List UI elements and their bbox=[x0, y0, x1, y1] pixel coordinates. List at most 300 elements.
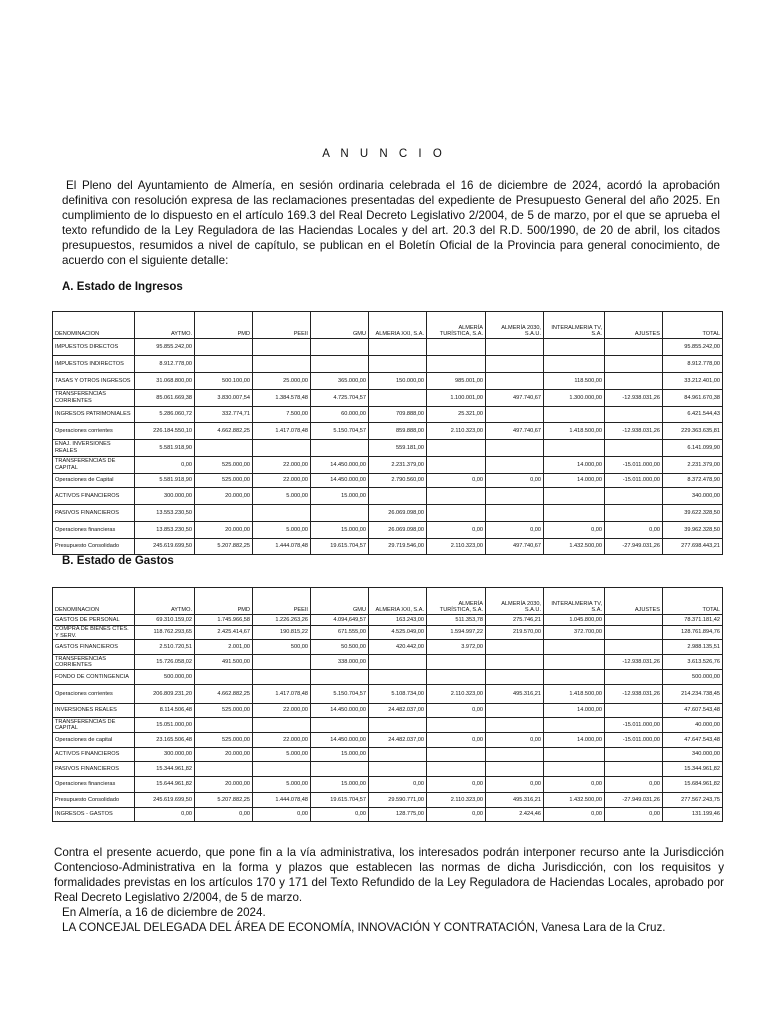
table-cell bbox=[253, 356, 311, 373]
table-cell: 19.615.704,57 bbox=[311, 539, 369, 555]
table-cell bbox=[253, 655, 311, 670]
table-cell bbox=[605, 440, 663, 457]
table-cell bbox=[605, 339, 663, 356]
ingresos-table bbox=[52, 311, 723, 555]
table-cell: 3.972,00 bbox=[427, 640, 486, 655]
table-cell: 1.444.078,48 bbox=[253, 793, 311, 808]
table-cell: 525.000,00 bbox=[195, 733, 253, 748]
column-header: PMD bbox=[195, 588, 253, 615]
column-header: AJUSTES bbox=[605, 588, 663, 615]
place-date: En Almería, a 16 de diciembre de 2024. bbox=[62, 906, 266, 919]
table-cell bbox=[427, 505, 486, 522]
table-cell: 85.061.669,38 bbox=[135, 390, 195, 407]
table-cell bbox=[544, 748, 605, 762]
table-cell: 2.001,00 bbox=[195, 640, 253, 655]
ingresos-body bbox=[53, 339, 723, 555]
table-cell: 5.581.918,90 bbox=[135, 440, 195, 457]
table-cell bbox=[486, 670, 544, 685]
table-cell bbox=[195, 505, 253, 522]
column-header: GMU bbox=[311, 312, 369, 339]
table-cell: 29.719.546,00 bbox=[369, 539, 427, 555]
table-cell bbox=[427, 356, 486, 373]
table-cell: 25.321,00 bbox=[427, 407, 486, 423]
column-header: ALMERÍA 2030, S.A.U. bbox=[486, 588, 544, 615]
table-cell: 14.000,00 bbox=[544, 457, 605, 474]
table-row bbox=[53, 793, 723, 808]
table-cell: 0,00 bbox=[486, 777, 544, 793]
row-label: Presupuesto Consolidado bbox=[53, 793, 135, 808]
row-label: INGRESOS - GASTOS bbox=[53, 808, 135, 822]
table-cell bbox=[427, 440, 486, 457]
row-label: TRANSFERENCIAS CORRIENTES bbox=[53, 655, 135, 670]
gastos-header-row bbox=[53, 588, 723, 615]
table-cell bbox=[605, 373, 663, 390]
table-cell: 245.619.699,50 bbox=[135, 539, 195, 555]
table-cell: 985.001,00 bbox=[427, 373, 486, 390]
column-header: INTERALMERIA TV, S.A. bbox=[544, 312, 605, 339]
table-cell: 0,00 bbox=[427, 522, 486, 539]
table-cell: 78.371.181,42 bbox=[663, 615, 723, 626]
table-cell bbox=[195, 440, 253, 457]
table-cell: 26.069.098,00 bbox=[369, 522, 427, 539]
table-cell bbox=[195, 718, 253, 733]
table-cell: 206.809.231,20 bbox=[135, 685, 195, 704]
table-cell: 118.762.293,65 bbox=[135, 626, 195, 640]
table-cell: 6.421.544,43 bbox=[663, 407, 723, 423]
table-cell bbox=[311, 718, 369, 733]
column-header: PEEII bbox=[253, 588, 311, 615]
table-cell bbox=[544, 640, 605, 655]
table-cell: 1.444.078,48 bbox=[253, 539, 311, 555]
table-cell bbox=[486, 457, 544, 474]
table-cell: 1.300.000,00 bbox=[544, 390, 605, 407]
table-cell: 5.000,00 bbox=[253, 522, 311, 539]
table-cell: 22.000,00 bbox=[253, 457, 311, 474]
table-cell bbox=[253, 339, 311, 356]
table-cell bbox=[486, 339, 544, 356]
table-cell: 219.570,00 bbox=[486, 626, 544, 640]
announcement-title: A N U N C I O bbox=[322, 148, 446, 160]
table-row bbox=[53, 407, 723, 423]
table-cell: 5.108.734,00 bbox=[369, 685, 427, 704]
table-cell bbox=[486, 762, 544, 777]
table-row bbox=[53, 356, 723, 373]
table-cell: 1.100.001,00 bbox=[427, 390, 486, 407]
table-cell: 8.912.778,00 bbox=[663, 356, 723, 373]
column-header: ALMERÍA TURÍSTICA, S.A. bbox=[427, 588, 486, 615]
table-cell bbox=[253, 670, 311, 685]
row-label: PASIVOS FINANCIEROS bbox=[53, 762, 135, 777]
row-label: IMPUESTOS INDIRECTOS bbox=[53, 356, 135, 373]
table-cell bbox=[486, 488, 544, 505]
table-cell: 332.774,71 bbox=[195, 407, 253, 423]
table-cell: 0,00 bbox=[195, 808, 253, 822]
signature-line: LA CONCEJAL DELEGADA DEL ÁREA DE ECONOMÍA, INNOVACIÓN Y CONTRATACIÓN, Vanesa Lara de la Cruz. bbox=[62, 921, 666, 934]
table-cell: 118.500,00 bbox=[544, 373, 605, 390]
table-cell bbox=[605, 704, 663, 718]
column-header: AYTMO. bbox=[135, 312, 195, 339]
table-cell: 372.700,00 bbox=[544, 626, 605, 640]
table-cell bbox=[605, 356, 663, 373]
table-cell: 0,00 bbox=[311, 808, 369, 822]
row-label: ACTIVOS FINANCIEROS bbox=[53, 488, 135, 505]
column-header: ALMERIA XXI, S.A. bbox=[369, 312, 427, 339]
row-label: INVERSIONES REALES bbox=[53, 704, 135, 718]
table-cell bbox=[486, 373, 544, 390]
table-cell: 15.726.058,02 bbox=[135, 655, 195, 670]
table-row bbox=[53, 339, 723, 356]
row-label: Operaciones financieras bbox=[53, 777, 135, 793]
table-cell: 14.450.000,00 bbox=[311, 457, 369, 474]
row-label: Presupuesto Consolidado bbox=[53, 539, 135, 555]
table-cell: 300.000,00 bbox=[135, 488, 195, 505]
table-cell: 14.450.000,00 bbox=[311, 474, 369, 488]
table-cell: 15.000,00 bbox=[311, 748, 369, 762]
table-cell: 15.051.000,00 bbox=[135, 718, 195, 733]
table-row bbox=[53, 808, 723, 822]
table-row bbox=[53, 655, 723, 670]
table-cell: 277.567.243,75 bbox=[663, 793, 723, 808]
table-cell: 420.442,00 bbox=[369, 640, 427, 655]
table-cell bbox=[486, 748, 544, 762]
table-cell: 0,00 bbox=[135, 808, 195, 822]
row-label: Operaciones corrientes bbox=[53, 685, 135, 704]
table-cell: 1.418.500,00 bbox=[544, 685, 605, 704]
table-cell: 5.000,00 bbox=[253, 748, 311, 762]
table-cell: 1.417.078,48 bbox=[253, 685, 311, 704]
column-header: GMU bbox=[311, 588, 369, 615]
table-cell: 500.000,00 bbox=[135, 670, 195, 685]
row-label: PASIVOS FINANCIEROS bbox=[53, 505, 135, 522]
table-row bbox=[53, 457, 723, 474]
table-cell: 23.165.506,48 bbox=[135, 733, 195, 748]
table-cell: 39.962.328,50 bbox=[663, 522, 723, 539]
row-label: ENAJ. INVERSIONES REALES bbox=[53, 440, 135, 457]
table-cell bbox=[486, 655, 544, 670]
table-cell: 15.684.961,82 bbox=[663, 777, 723, 793]
closing-paragraph: Contra el presente acuerdo, que pone fin a la vía administrativa, los interesados podrán interponer recurso ante la Jurisdicción Contencioso-Administrativa en la forma y plazos que establecen las normas de dicha Jurisdicción, con los requisitos y formalidades previstas en los artículos 170 y 171 del Texto Refundido de la Ley Reguladora de Haciendas Locales, aprobado por Real Decreto Legislativo 2/2004, de 5 de marzo. bbox=[54, 846, 724, 904]
table-cell bbox=[369, 356, 427, 373]
table-cell bbox=[311, 440, 369, 457]
table-cell: 15.644.961,82 bbox=[135, 777, 195, 793]
table-row bbox=[53, 762, 723, 777]
table-cell bbox=[253, 762, 311, 777]
table-cell: -12.938.031,26 bbox=[605, 685, 663, 704]
table-cell: 0,00 bbox=[605, 522, 663, 539]
table-cell: 69.310.159,02 bbox=[135, 615, 195, 626]
table-row bbox=[53, 777, 723, 793]
table-cell: 22.000,00 bbox=[253, 733, 311, 748]
table-cell: 495.316,21 bbox=[486, 685, 544, 704]
row-label: GASTOS FINANCIEROS bbox=[53, 640, 135, 655]
table-cell bbox=[253, 505, 311, 522]
table-cell: 47.647.543,48 bbox=[663, 733, 723, 748]
table-cell: 7.500,00 bbox=[253, 407, 311, 423]
table-cell: 14.450.000,00 bbox=[311, 704, 369, 718]
table-cell bbox=[605, 748, 663, 762]
table-cell: 0,00 bbox=[544, 808, 605, 822]
table-row bbox=[53, 670, 723, 685]
row-label: TRANSFERENCIAS DE CAPITAL bbox=[53, 718, 135, 733]
intro-paragraph: El Pleno del Ayuntamiento de Almería, en sesión ordinaria celebrada el 16 de diciembre de 2024, acordó la aprobación definitiva con resolución expresa de las reclamaciones presentadas del expediente de Presupuesto General del año 2025. En cumplimiento de lo dispuesto en el artículo 169.3 del Real Decreto Legislativo 2/2004, de 5 de marzo, por el que se aprueba el texto refundido de la Ley Reguladora de las Haciendas Locales y del art. 20.3 del R.D. 500/1990, de 20 de abril, los citados presupuestos, resumidos a nivel de capítulo, se publican en el Boletín Oficial de la Provincia para general conocimiento, de acuerdo con el siguiente detalle: bbox=[62, 179, 720, 267]
table-cell: 128.761.894,76 bbox=[663, 626, 723, 640]
table-cell: -27.949.031,26 bbox=[605, 793, 663, 808]
table-cell: 1.418.500,00 bbox=[544, 423, 605, 440]
table-cell bbox=[544, 655, 605, 670]
table-cell: 497.740,67 bbox=[486, 539, 544, 555]
table-cell bbox=[605, 615, 663, 626]
table-cell: 709.888,00 bbox=[369, 407, 427, 423]
table-cell: -15.011.000,00 bbox=[605, 457, 663, 474]
table-cell: 0,00 bbox=[544, 777, 605, 793]
table-cell: 6.141.099,90 bbox=[663, 440, 723, 457]
table-cell: 1.226.263,26 bbox=[253, 615, 311, 626]
gastos-body bbox=[53, 615, 723, 822]
table-row bbox=[53, 488, 723, 505]
column-header: PEEII bbox=[253, 312, 311, 339]
table-cell: 491.500,00 bbox=[195, 655, 253, 670]
table-cell: 275.746,21 bbox=[486, 615, 544, 626]
table-cell: 5.150.704,57 bbox=[311, 423, 369, 440]
table-cell: 14.000,00 bbox=[544, 733, 605, 748]
table-cell: 24.482.037,00 bbox=[369, 733, 427, 748]
row-label: INGRESOS PATRIMONIALES bbox=[53, 407, 135, 423]
table-cell bbox=[544, 670, 605, 685]
table-cell: 525.000,00 bbox=[195, 474, 253, 488]
table-cell: 3.613.526,76 bbox=[663, 655, 723, 670]
table-cell bbox=[486, 704, 544, 718]
table-cell bbox=[605, 488, 663, 505]
table-cell: 15.344.961,82 bbox=[663, 762, 723, 777]
table-cell: 190.815,22 bbox=[253, 626, 311, 640]
table-cell: 14.000,00 bbox=[544, 704, 605, 718]
row-label: TRANSFERENCIAS DE CAPITAL bbox=[53, 457, 135, 474]
row-label: Operaciones de capital bbox=[53, 733, 135, 748]
table-cell: 8.114.506,48 bbox=[135, 704, 195, 718]
table-cell bbox=[486, 407, 544, 423]
table-cell: 2.110.323,00 bbox=[427, 793, 486, 808]
table-cell bbox=[605, 626, 663, 640]
table-cell: 1.432.500,00 bbox=[544, 539, 605, 555]
table-cell: 671.555,00 bbox=[311, 626, 369, 640]
table-row bbox=[53, 390, 723, 407]
table-cell: 0,00 bbox=[427, 808, 486, 822]
table-cell bbox=[369, 718, 427, 733]
table-cell: 5.207.882,25 bbox=[195, 793, 253, 808]
table-cell: 2.790.560,00 bbox=[369, 474, 427, 488]
table-cell: 15.344.961,82 bbox=[135, 762, 195, 777]
table-cell: 20.000,00 bbox=[195, 748, 253, 762]
table-cell bbox=[427, 488, 486, 505]
table-cell: 497.740,67 bbox=[486, 423, 544, 440]
table-cell: 365.000,00 bbox=[311, 373, 369, 390]
table-cell bbox=[544, 762, 605, 777]
table-cell: 29.590.771,00 bbox=[369, 793, 427, 808]
table-cell: 0,00 bbox=[486, 474, 544, 488]
table-cell bbox=[195, 339, 253, 356]
table-cell: -12.938.031,26 bbox=[605, 655, 663, 670]
row-label: Operaciones de Capital bbox=[53, 474, 135, 488]
table-cell bbox=[427, 718, 486, 733]
table-cell: 245.619.699,50 bbox=[135, 793, 195, 808]
column-header: ALMERÍA 2030, S.A.U. bbox=[486, 312, 544, 339]
table-cell bbox=[369, 390, 427, 407]
table-cell bbox=[369, 339, 427, 356]
table-cell bbox=[195, 670, 253, 685]
table-cell bbox=[195, 762, 253, 777]
table-cell bbox=[311, 762, 369, 777]
table-cell bbox=[605, 505, 663, 522]
table-cell: -12.938.031,26 bbox=[605, 390, 663, 407]
table-cell: 14.000,00 bbox=[544, 474, 605, 488]
row-label: GASTOS DE PERSONAL bbox=[53, 615, 135, 626]
table-cell: 131.199,46 bbox=[663, 808, 723, 822]
table-row bbox=[53, 474, 723, 488]
table-cell bbox=[427, 457, 486, 474]
table-cell: 0,00 bbox=[253, 808, 311, 822]
row-label: IMPUESTOS DIRECTOS bbox=[53, 339, 135, 356]
gastos-heading: B. Estado de Gastos bbox=[62, 555, 174, 567]
table-cell: 0,00 bbox=[605, 808, 663, 822]
table-cell: -27.949.031,26 bbox=[605, 539, 663, 555]
table-cell: 2.231.379,00 bbox=[369, 457, 427, 474]
table-cell: 20.000,00 bbox=[195, 488, 253, 505]
table-cell: 25.000,00 bbox=[253, 373, 311, 390]
table-cell bbox=[486, 356, 544, 373]
table-cell bbox=[311, 505, 369, 522]
table-cell: 39.622.328,50 bbox=[663, 505, 723, 522]
table-cell: 859.888,00 bbox=[369, 423, 427, 440]
table-cell: 0,00 bbox=[369, 777, 427, 793]
table-row bbox=[53, 626, 723, 640]
column-header: DENOMINACION bbox=[53, 312, 135, 339]
table-cell: 60.000,00 bbox=[311, 407, 369, 423]
table-cell: 525.000,00 bbox=[195, 457, 253, 474]
table-cell: 1.417.078,48 bbox=[253, 423, 311, 440]
table-cell: 2.110.323,00 bbox=[427, 539, 486, 555]
table-cell bbox=[544, 488, 605, 505]
column-header: AYTMO. bbox=[135, 588, 195, 615]
table-cell: 5.207.882,25 bbox=[195, 539, 253, 555]
table-cell: 2.988.135,51 bbox=[663, 640, 723, 655]
table-cell: 128.775,00 bbox=[369, 808, 427, 822]
table-cell: 214.234.738,45 bbox=[663, 685, 723, 704]
table-cell: 2.110.323,00 bbox=[427, 685, 486, 704]
table-row bbox=[53, 748, 723, 762]
table-cell bbox=[311, 339, 369, 356]
table-cell: 15.000,00 bbox=[311, 777, 369, 793]
table-cell bbox=[195, 356, 253, 373]
table-cell: 1.384.578,48 bbox=[253, 390, 311, 407]
row-label: Operaciones financieras bbox=[53, 522, 135, 539]
table-cell: 13.553.230,50 bbox=[135, 505, 195, 522]
table-cell: -15.011.000,00 bbox=[605, 718, 663, 733]
table-row bbox=[53, 423, 723, 440]
ingresos-heading: A. Estado de Ingresos bbox=[62, 281, 183, 293]
gastos-table bbox=[52, 587, 723, 822]
column-header: ALMERIA XXI, S.A. bbox=[369, 588, 427, 615]
table-cell bbox=[369, 762, 427, 777]
table-cell bbox=[544, 356, 605, 373]
table-cell bbox=[544, 407, 605, 423]
table-cell: 5.581.918,90 bbox=[135, 474, 195, 488]
column-header: PMD bbox=[195, 312, 253, 339]
table-cell: 47.607.543,48 bbox=[663, 704, 723, 718]
table-cell: 95.855.242,00 bbox=[663, 339, 723, 356]
table-row bbox=[53, 733, 723, 748]
table-cell bbox=[253, 718, 311, 733]
table-cell: 338.000,00 bbox=[311, 655, 369, 670]
table-cell: 31.068.800,00 bbox=[135, 373, 195, 390]
table-cell: 2.231.379,00 bbox=[663, 457, 723, 474]
row-label: ACTIVOS FINANCIEROS bbox=[53, 748, 135, 762]
table-cell: 5.000,00 bbox=[253, 777, 311, 793]
table-cell: 24.482.037,00 bbox=[369, 704, 427, 718]
table-cell: 22.000,00 bbox=[253, 704, 311, 718]
table-row bbox=[53, 640, 723, 655]
row-label: Operaciones corrientes bbox=[53, 423, 135, 440]
table-cell: 340.000,00 bbox=[663, 748, 723, 762]
table-cell: 3.830.007,54 bbox=[195, 390, 253, 407]
table-cell: 0,00 bbox=[427, 733, 486, 748]
column-header: INTERALMERIA TV, S.A. bbox=[544, 588, 605, 615]
column-header: ALMERÍA TURÍSTICA, S.A. bbox=[427, 312, 486, 339]
column-header: TOTAL bbox=[663, 312, 723, 339]
table-row bbox=[53, 539, 723, 555]
table-cell bbox=[427, 762, 486, 777]
table-cell: 22.000,00 bbox=[253, 474, 311, 488]
table-cell bbox=[605, 670, 663, 685]
table-row bbox=[53, 704, 723, 718]
row-label: TRANSFERENCIAS CORRIENTES bbox=[53, 390, 135, 407]
table-cell: 0,00 bbox=[605, 777, 663, 793]
table-cell bbox=[427, 748, 486, 762]
table-cell: 0,00 bbox=[544, 522, 605, 539]
table-row bbox=[53, 685, 723, 704]
table-cell: 0,00 bbox=[486, 522, 544, 539]
table-cell: 500.100,00 bbox=[195, 373, 253, 390]
table-cell bbox=[369, 488, 427, 505]
table-cell: 50.500,00 bbox=[311, 640, 369, 655]
table-cell: 15.000,00 bbox=[311, 522, 369, 539]
table-cell bbox=[486, 505, 544, 522]
table-cell: 2.424,46 bbox=[486, 808, 544, 822]
table-cell: 340.000,00 bbox=[663, 488, 723, 505]
table-cell bbox=[253, 440, 311, 457]
row-label: COMPRA DE BIENES CTES. Y SERV. bbox=[53, 626, 135, 640]
table-row bbox=[53, 522, 723, 539]
table-cell: 1.745.966,58 bbox=[195, 615, 253, 626]
table-cell: 95.855.242,00 bbox=[135, 339, 195, 356]
table-cell bbox=[311, 670, 369, 685]
table-cell: 14.450.000,00 bbox=[311, 733, 369, 748]
table-cell: 497.740,67 bbox=[486, 390, 544, 407]
table-cell bbox=[605, 407, 663, 423]
table-cell: 40.000,00 bbox=[663, 718, 723, 733]
table-cell: 525.000,00 bbox=[195, 704, 253, 718]
table-cell bbox=[427, 339, 486, 356]
table-cell: 229.363.635,81 bbox=[663, 423, 723, 440]
table-row bbox=[53, 615, 723, 626]
table-cell: 0,00 bbox=[427, 474, 486, 488]
table-row bbox=[53, 373, 723, 390]
table-cell: 33.212.401,00 bbox=[663, 373, 723, 390]
table-cell: 0,00 bbox=[427, 777, 486, 793]
table-cell: 13.853.230,50 bbox=[135, 522, 195, 539]
table-cell: -12.938.031,26 bbox=[605, 423, 663, 440]
table-cell bbox=[486, 718, 544, 733]
table-cell: 300.000,00 bbox=[135, 748, 195, 762]
